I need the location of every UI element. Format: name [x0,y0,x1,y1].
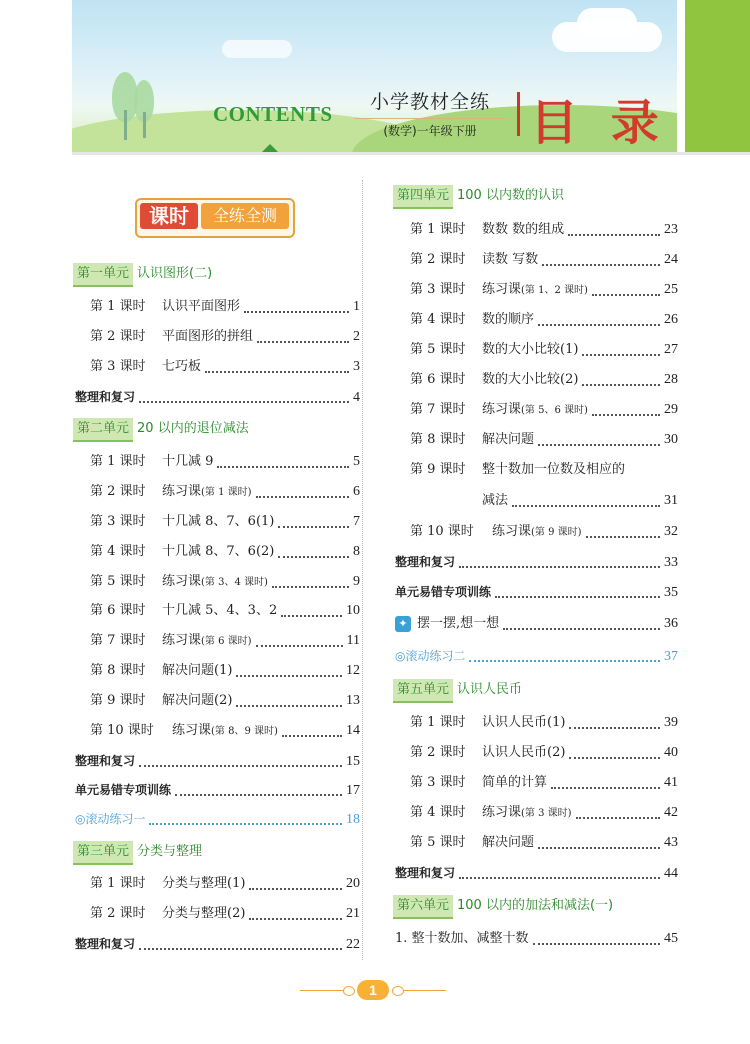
lesson-title: 整十数加一位数及相应的 [482,462,626,477]
page-number: 33 [664,555,678,570]
lesson-title: 解决问题(1) [162,663,233,678]
leader-dots [236,675,342,677]
lesson-number: 第 6 课时 [90,603,146,618]
special-training-title: 单元易错专项训练 [395,585,492,599]
lesson-number: 第 3 课时 [410,775,466,790]
leader-dots [278,556,349,558]
leader-dots [512,505,660,507]
leader-dots [592,414,660,416]
toc-entry[interactable] [90,720,360,742]
toc-entry[interactable] [90,630,360,652]
page-number: 7 [353,514,360,529]
toc-entry[interactable] [90,511,360,533]
leader-dots [586,536,660,538]
page-number: 23 [664,222,678,237]
leader-dots [278,526,349,528]
cloud-decoration [577,8,637,38]
lesson-title: 平面图形的拼组 [162,329,254,344]
lesson-title: 七巧板 [162,359,202,374]
leader-dots [281,615,342,617]
leader-dots [139,401,349,403]
toc-entry-rolling-practice[interactable] [395,645,678,667]
lesson-number: 第 1 课时 [410,715,466,730]
toc-entry-special[interactable] [395,581,678,603]
toc-entry[interactable] [90,451,360,473]
page-number: 24 [664,252,678,267]
toc-entry[interactable] [90,296,360,318]
tree-trunk [143,112,146,138]
toc-entry[interactable] [410,459,678,481]
lesson-number: 第 6 课时 [410,372,466,387]
page-number: 45 [664,931,678,946]
rolling-practice-title: ◎滚动练习二 [395,649,466,663]
lesson-number: 第 4 课时 [410,805,466,820]
unit-title: 20 以内的退位减法 [137,421,249,436]
lesson-number: 第 2 课时 [410,745,466,760]
page-number: 28 [664,372,678,387]
leader-dots [542,264,660,266]
lesson-title: 练习课 [172,723,212,738]
lesson-title: 1. 整十数加、减整十数 [395,931,529,946]
page-number: 39 [664,715,678,730]
unit-tag: 第五单元 [393,679,453,703]
toc-entry[interactable] [410,832,678,854]
unit-title: 分类与整理 [137,844,203,859]
leader-dots [538,444,660,446]
unit-title: 认识人民币 [457,682,523,697]
unit-heading[interactable] [73,841,202,863]
toc-entry-review[interactable] [75,386,360,408]
page-number-footer: 1 [357,980,389,1000]
page-number: 20 [346,876,360,891]
toc-entry[interactable] [410,279,678,301]
lesson-title: 练习课 [162,633,202,648]
page-number: 25 [664,282,678,297]
lesson-number: 第 4 课时 [410,312,466,327]
unit-title: 100 以内的加法和减法(一) [457,898,614,913]
leader-dots [272,586,349,588]
book-subtitle: (数学)一年级下册 [355,118,505,139]
lesson-note: (第 1、2 课时) [521,285,588,296]
page-number: 4 [353,390,360,405]
lesson-title: 认识平面图形 [162,299,241,314]
side-accent [685,0,750,152]
toc-entry[interactable] [410,429,678,451]
toc-entry[interactable] [410,399,678,421]
toc-entry[interactable] [410,712,678,734]
lesson-title: 十几减 8、7、6(1) [162,514,275,529]
special-training-title: 单元易错专项训练 [75,783,172,797]
page-number: 1 [353,299,360,314]
unit-tag: 第四单元 [393,185,453,209]
toc-entry[interactable] [410,521,678,543]
lesson-number: 第 1 课时 [90,454,146,469]
contents-word: CONTENTS [213,102,333,126]
activity-icon: ✦ [395,616,411,632]
page-number: 41 [664,775,678,790]
page-number: 17 [346,783,360,798]
unit-heading[interactable] [393,185,564,207]
unit-heading[interactable] [73,418,249,440]
page-number: 3 [353,359,360,374]
unit-tag: 第二单元 [73,418,133,442]
page-number: 15 [346,754,360,769]
lesson-title: 练习课 [482,805,522,820]
leader-dots [205,371,349,373]
page-number: 36 [664,616,678,631]
book-title: 小学教材全练 [369,91,490,113]
toc-entry[interactable] [90,873,360,895]
leader-dots [495,596,660,598]
toc-entry[interactable] [90,571,360,593]
lesson-title: 数的大小比较(2) [482,372,579,387]
toc-entry[interactable] [90,903,360,925]
toc-entry[interactable] [410,772,678,794]
lesson-number: 第 1 课时 [410,222,466,237]
leader-dots [551,787,660,789]
page-number: 9 [353,574,360,589]
lesson-number: 第 4 课时 [90,544,146,559]
lesson-number: 第 1 课时 [90,876,146,891]
lesson-title: 练习课 [162,574,202,589]
page-number: 40 [664,745,678,760]
page-number: 14 [346,723,360,738]
lesson-title: 认识人民币(2) [482,745,566,760]
leader-dots [249,918,342,920]
lesson-number: 第 2 课时 [90,484,146,499]
toc-entry[interactable] [410,219,678,241]
cloud-decoration [222,40,292,58]
page-number: 42 [664,805,678,820]
page-number: 6 [353,484,360,499]
activity-title: 摆一摆,想一想 [417,616,500,631]
leader-dots [459,566,660,568]
page-number: 11 [346,633,360,648]
lesson-title: 十几减 9 [162,454,214,469]
leader-dots [249,888,342,890]
lesson-number: 第 2 课时 [90,906,146,921]
page-number: 30 [664,432,678,447]
page-number: 26 [664,312,678,327]
lesson-number: 第 5 课时 [410,835,466,850]
leader-dots [569,727,660,729]
page-number: 18 [346,812,360,827]
lesson-number: 第 9 课时 [90,693,146,708]
page-number: 27 [664,342,678,357]
leader-dots [582,354,660,356]
footer-ornament [392,986,404,996]
badge-label-practice: 全练全测 [201,203,289,229]
leader-dots [538,847,660,849]
leader-dots [236,705,342,707]
lesson-title: 数的大小比较(1) [482,342,579,357]
pointer-triangle [262,144,278,152]
toc-entry-review[interactable] [75,750,360,772]
page-number: 32 [664,524,678,539]
lesson-number: 第 7 课时 [90,633,146,648]
leader-dots [139,765,342,767]
leader-dots [256,645,343,647]
section-badge [135,198,295,238]
leader-dots [459,877,660,879]
leader-dots [538,324,660,326]
toc-entry[interactable] [410,249,678,271]
page-number: 12 [346,663,360,678]
page-number: 31 [664,493,678,508]
page-number: 44 [664,866,678,881]
toc-entry[interactable] [410,309,678,331]
page-number: 21 [346,906,360,921]
lesson-title: 分类与整理(1) [162,876,246,891]
footer-ornament [343,986,355,996]
page-number: 2 [353,329,360,344]
leader-dots [139,948,342,950]
lesson-title: 练习课 [162,484,202,499]
page-number: 43 [664,835,678,850]
lesson-title-continued: 减法 [482,493,509,508]
leader-dots [503,628,660,630]
title-divider [517,92,520,136]
lesson-title: 解决问题 [482,432,535,447]
column-divider [362,180,363,960]
page-number: 5 [353,454,360,469]
leader-dots [256,496,349,498]
lesson-note: (第 6 课时) [201,636,252,647]
lesson-number: 第 10 课时 [90,723,154,738]
leader-dots [569,757,660,759]
lesson-number: 第 3 课时 [90,514,146,529]
lesson-number: 第 8 课时 [410,432,466,447]
unit-heading[interactable] [393,679,522,701]
leader-dots [257,341,349,343]
unit-tag: 第三单元 [73,841,133,865]
header-underline [72,152,750,155]
toc-entry[interactable] [90,690,360,712]
review-title: 整理和复习 [75,754,136,768]
rolling-practice-title: ◎滚动练习一 [75,812,146,826]
lesson-number: 第 9 课时 [410,462,466,477]
lesson-title: 十几减 5、4、3、2 [162,603,278,618]
toc-entry-review[interactable] [75,933,360,955]
leader-dots [576,817,660,819]
lesson-number: 第 2 课时 [90,329,146,344]
page-number: 37 [664,649,678,664]
lesson-title: 数的顺序 [482,312,535,327]
badge-label-lesson: 课时 [140,203,198,229]
toc-entry[interactable] [90,600,360,622]
page-number: 29 [664,402,678,417]
lesson-title: 十几减 8、7、6(2) [162,544,275,559]
toc-entry-rolling-practice[interactable] [75,808,360,830]
lesson-title: 认识人民币(1) [482,715,566,730]
lesson-title: 数数 数的组成 [482,222,565,237]
leader-dots [469,660,660,662]
leader-dots [244,311,349,313]
lesson-number: 第 5 课时 [410,342,466,357]
toc-entry[interactable] [90,326,360,348]
review-title: 整理和复习 [75,937,136,951]
lesson-title: 分类与整理(2) [162,906,246,921]
lesson-title: 练习课 [482,282,522,297]
toc-entry[interactable] [90,660,360,682]
lesson-number: 第 8 课时 [90,663,146,678]
leader-dots [568,234,660,236]
toc-entry-special[interactable] [75,779,360,801]
lesson-number: 第 3 课时 [90,359,146,374]
toc-entry[interactable] [410,369,678,391]
lesson-note: (第 8、9 课时) [211,726,278,737]
review-title: 整理和复习 [75,390,136,404]
unit-title: 100 以内数的认识 [457,188,564,203]
toc-title: 目 录 [530,95,667,151]
lesson-note: (第 9 课时) [531,527,582,538]
page-number: 22 [346,937,360,952]
toc-entry[interactable] [410,339,678,361]
leader-dots [282,735,342,737]
lesson-number: 第 3 课时 [410,282,466,297]
review-title: 整理和复习 [395,866,456,880]
lesson-title: 解决问题 [482,835,535,850]
unit-title: 认识图形(二) [137,266,213,281]
review-title: 整理和复习 [395,555,456,569]
unit-tag: 第一单元 [73,263,133,287]
toc-entry[interactable] [410,802,678,824]
unit-heading[interactable] [73,263,212,285]
toc-entry-continuation[interactable] [482,490,678,512]
toc-entry-review[interactable] [395,862,678,884]
toc-entry[interactable] [410,742,678,764]
toc-entry[interactable] [395,928,678,950]
toc-entry[interactable] [90,356,360,378]
lesson-number: 第 2 课时 [410,252,466,267]
toc-entry[interactable] [90,541,360,563]
leader-dots [582,384,660,386]
unit-tag: 第六单元 [393,895,453,919]
leader-dots [592,294,660,296]
leader-dots [149,823,342,825]
page-number: 13 [346,693,360,708]
lesson-title: 练习课 [482,402,522,417]
lesson-note: (第 5、6 课时) [521,405,588,416]
lesson-number: 第 5 课时 [90,574,146,589]
page-number: 8 [353,544,360,559]
page-number: 35 [664,585,678,600]
unit-heading[interactable] [393,895,613,917]
toc-entry[interactable] [90,481,360,503]
lesson-title: 练习课 [492,524,532,539]
leader-dots [175,794,342,796]
lesson-title: 读数 写数 [482,252,539,267]
lesson-note: (第 3、4 课时) [201,577,268,588]
leader-dots [217,466,349,468]
lesson-title: 简单的计算 [482,775,548,790]
tree-trunk [124,110,127,140]
lesson-number: 第 7 课时 [410,402,466,417]
lesson-note: (第 3 课时) [521,808,572,819]
lesson-number: 第 1 课时 [90,299,146,314]
toc-entry-review[interactable] [395,551,678,573]
lesson-title: 解决问题(2) [162,693,233,708]
leader-dots [533,943,660,945]
page-number: 10 [346,603,360,618]
lesson-note: (第 1 课时) [201,487,252,498]
toc-entry-activity[interactable] [395,613,678,635]
lesson-number: 第 10 课时 [410,524,474,539]
